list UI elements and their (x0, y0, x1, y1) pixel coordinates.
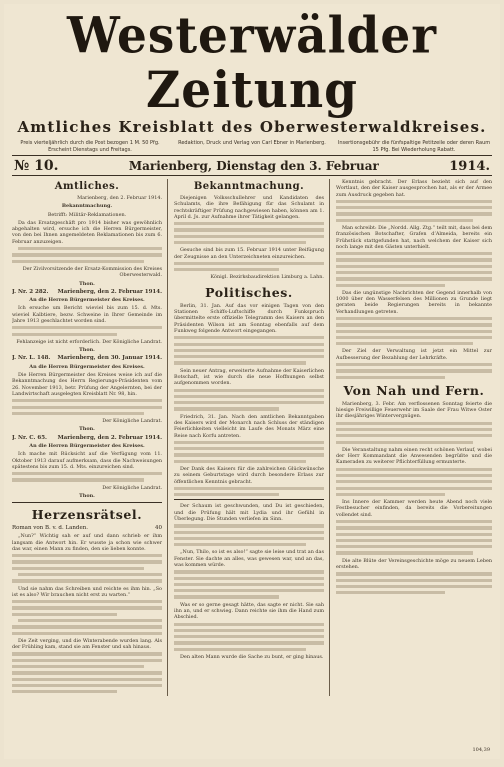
article-teachers (174, 195, 324, 281)
article-body: Die Herren Bürgermeister des Kreises weise ich auf die Bekanntmachung des Herrn Regierungs-Präsidenten vom 26. November 1913, betr. Prüfung der Angelernten, bei der Landwirtschaft ausgelegten Kreisblatt Nr. 98, hin. (12, 372, 162, 397)
article-body: Sein neuer Antrag, erweiterte Aufnahme der Kaiserlichen Botschaft, ist wie durch die neue Hoffnungen selbst aufgenommen worden. (174, 367, 324, 387)
feuilleton-title: Herzensrätsel. (31, 507, 143, 523)
article-body: Man schreibt: Die „Nordd. Allg. Ztg.“ teilt mit, dass bei dem französischen Botschafter, Grafen d’Almeida, bereits ein Frühstück stattgefunden hat, nach welchem der Kaiser sich noch lange mit den Gästen unterhielt. (336, 225, 492, 250)
article-title: An die Herren Bürgermeister des Kreises. (29, 442, 145, 449)
section-heading-local: Von Nah und Fern. (343, 382, 485, 398)
info-bar (12, 140, 492, 153)
article-body: Ich mache mit Rücksicht auf die Verfügung vom 11. Oktober 1913 darauf aufmerksam, dass die Nachweisungen spätestens bis zum 15. d. Mts. einzureichen sind. (12, 451, 162, 470)
article-military (12, 195, 162, 287)
article-agriculture (12, 355, 162, 432)
article-body: Marienberg, 3. Febr. Am verflossenen Sonntag feierte die hiesige Freiwillige Feuerwehr im Saale der Frau Witwe Oster ihr diesjähriges Wintervergnügen. (336, 400, 492, 420)
article-title: Bekanntmachung. (61, 203, 113, 210)
column-3 (336, 179, 492, 696)
feuilleton-paragraph: „Nun?“ Wichtig sah er auf und dann schrieb er ihm langsam die Antwort hin. Er wusste ja schon wie schwer das war, einen Mann zu finden, den sie lieben konnte. (12, 533, 162, 552)
masthead-subtitle: Amtliches Kreisblatt des Oberwesterwaldkreises. (17, 118, 487, 136)
article-signature: Der Königliche Landrat. (102, 484, 162, 491)
article-slaughter (12, 289, 162, 354)
newspaper-page (4, 4, 500, 759)
article-body: Friedrich, 31. Jan. Nach den amtlichen Bekanntgaben des Kaisers wird der Monarch nach Schluss der ständigen Feierlichkeiten vielleicht im Laufe des Monats März eine Reise nach Korfu antreten. (174, 413, 324, 439)
article-body: Das die ungünstige Nachrichten der Gegend innerhalb von 1000 über den Wasserfelsen des Millionen zu Grunde liegt geraten beide Regierungen bereits in bekannte Verhandlungen getreten. (336, 289, 492, 315)
article-body: Der Dank des Kaisers für die zahlreichen Glückwünsche zu seinem Geburtstage wird durch besondere Erlass zur öffentlichen Kenntnis gebracht. (174, 465, 324, 485)
feuilleton-paragraph: Was er so gerne gesagt hätte, das sagte er nicht. Sie sah ihn an, und er schwieg. Dann reichte sie ihm die Hand zum Abschied. (174, 601, 324, 621)
article-signer: Thon. (79, 280, 95, 287)
article-subject: Betrifft: Militär-Reklamationen. (47, 211, 127, 218)
column-1 (12, 179, 168, 696)
article-signature: Fehlanzeige ist nicht erforderlich. Der Königliche Landrat. (16, 338, 162, 345)
column-2 (174, 179, 330, 696)
feuilleton-number: 40 (155, 525, 162, 532)
article-body: Diejenigen Volksschullehrer und Kandidaten des Schulamts, die ihre Befähigung für das Schulamt in rechtskräftiger Prüfung nachgewiesen haben, können am 1. April d. Js. zur Aufnahme ihrer Tätigkeit gelangen. (174, 195, 324, 220)
article-body: Gesuche sind bis zum 15. Februar 1914 unter Beifügung der Zeugnisse an den Unterzeichneten einzureichen. (174, 247, 324, 260)
section-heading-official: Amtliches. (54, 181, 120, 192)
article-body: Der Ziel der Verwaltung ist jetzt ein Mittel zur Aufbesserung der Bezahlung der Lehrkräfte. (336, 348, 492, 361)
article-date: Marienberg, den 30. Januar 1914. (57, 355, 162, 362)
feuilleton-continued (174, 503, 324, 660)
issue-number: № 10. (14, 158, 59, 174)
article-body: Kenntnis gebracht. Der Erlass bezieht sich auf den Wortlaut, den der Kaiser ausgesprochen hat, als er der Armee zum Ausdruck gegeben hat. (336, 179, 492, 198)
article-signer: Thon. (79, 426, 95, 433)
article-signature: Königl. Bezirksbaudirektion Limburg a. Lahn. (210, 274, 324, 281)
issue-place-date: Marienberg, Dienstag den 3. Februar (128, 159, 379, 173)
article-signer: Thon. (79, 347, 95, 354)
article-title: An die Herren Bürgermeister des Kreises. (29, 363, 145, 370)
article-signature: Der Königliche Landrat. (102, 418, 162, 425)
feuilleton-author: Roman von B. v. d. Landen. (12, 525, 88, 532)
article-body: Die Veranstaltung nahm einen recht schönen Verlauf, wobei der Herr Kommandant die Anwesenden begrüßte und die Kameraden zu weiterer Pflichterfüllung ermunterte. (336, 446, 492, 466)
article-date: Marienberg, den 2. Februar 1914. (77, 195, 162, 201)
feuilleton-paragraph: Die Zeit verging, und die Winterabende wurden lang. Als der Frühling kam, stand sie am Fenster und sah hinaus. (12, 637, 162, 651)
article-body: Berlin, 31. Jan. Auf das vor einigen Tagen von den Stationen Schiffs-Luftschiffe durch Funkspruch übermittelte erste offizielle Telegramm des Kaisers an den Präsidenten Wilson ist am Sonntag ebenfalls auf dem Funkweg folgende Antwort eingegangen. (174, 302, 324, 334)
article-signer: Thon. (79, 493, 95, 500)
article-body: Ins Innere der Kammer werden heute Abend noch viele Festbesucher einfinden, da bereits die Vorbereitungen vollendet sind. (336, 499, 492, 518)
section-heading-politics: Politisches. (205, 284, 293, 300)
article-title: An die Herren Bürgermeister des Kreises. (29, 297, 145, 304)
article-body: Da das Ersatzgeschäft pro 1914 bisher was gewöhnlich abgehalten wird, ersuche ich die Herren Bürgermeister, von den bei Ihnen angemeldeten Reklamationen bis zum 6. Februar anzuzeigen. (12, 219, 162, 245)
article-politics (174, 303, 324, 497)
masthead-title: Westerwälder Zeitung (67, 7, 437, 120)
article-body: Ich ersuche um Bericht wieviel bis zum 15. d. Mts. wieviel Kalbtiere, bezw. Schweine in Ihrer Gemeinde im Jahre 1913 geschlachtet worden sind. (12, 305, 162, 324)
article-local (336, 401, 492, 595)
article-date: Marienberg, den 2. Februar 1914. (57, 288, 162, 295)
feuilleton-paragraph: „Nun, Thilo, so ist es also!“ sagte sie leise und trat an das Fenster. Sie dachte an alles, was gewesen war, und an das, was kommen würde. (174, 549, 324, 569)
feuilleton-paragraph: Der Schaum ist geschwunden, und Du ist geschieden, und die Prüfung hält mit Lydia und ihr Gefühl in Überlegung. Die Stunden verliefen im Sinn. (174, 503, 324, 523)
article-body: Die alte Blüte der Vereinsgeschichte möge zu neuem Leben erstehen. (336, 557, 492, 571)
info-insertion: Insertionsgebühr die fünfspaltige Petitzeile oder deren Raum 15 Pfg. Bei Wiederholung Rabatt. (337, 140, 491, 153)
info-publisher: Redaktion, Druck und Verlag von Carl Ebner in Marienberg. (178, 140, 326, 146)
article-ref: J. Nr. 2 282. (12, 288, 49, 295)
article-signature: Der Zivilvorsitzende der Ersatz-Kommission des Kreises Oberwesterwald. (22, 265, 162, 279)
feuilleton-paragraph: Den alten Mann wurde die Sache zu bunt, er ging hinaus. (180, 654, 324, 661)
article-columns (12, 179, 492, 696)
article-date: Marienberg, den 2. Februar 1914. (57, 434, 162, 441)
article-reports (12, 435, 162, 500)
section-heading-announcement: Bekanntmachung. (193, 181, 305, 192)
article-ref: J. Nr. L. 148. (12, 355, 51, 362)
issue-year: 1914. (449, 159, 490, 174)
info-subscription: Preis vierteljährlich durch die Post bezogen 1 M. 50 Pfg. Erscheint Dienstags und Freitags. (20, 140, 160, 153)
feuilleton-paragraph: Und sie nahm das Schreiben und reichte es ihm hin. „So ist es also? Wir brauchen nicht erst zu warten.“ (12, 585, 162, 598)
page-footer-ref: 104,39 (472, 747, 490, 753)
article-ref: J. Nr. C. 65. (12, 434, 47, 441)
article-politics-continued (336, 179, 492, 379)
feuilleton-body (12, 533, 162, 693)
dateline (12, 155, 492, 176)
